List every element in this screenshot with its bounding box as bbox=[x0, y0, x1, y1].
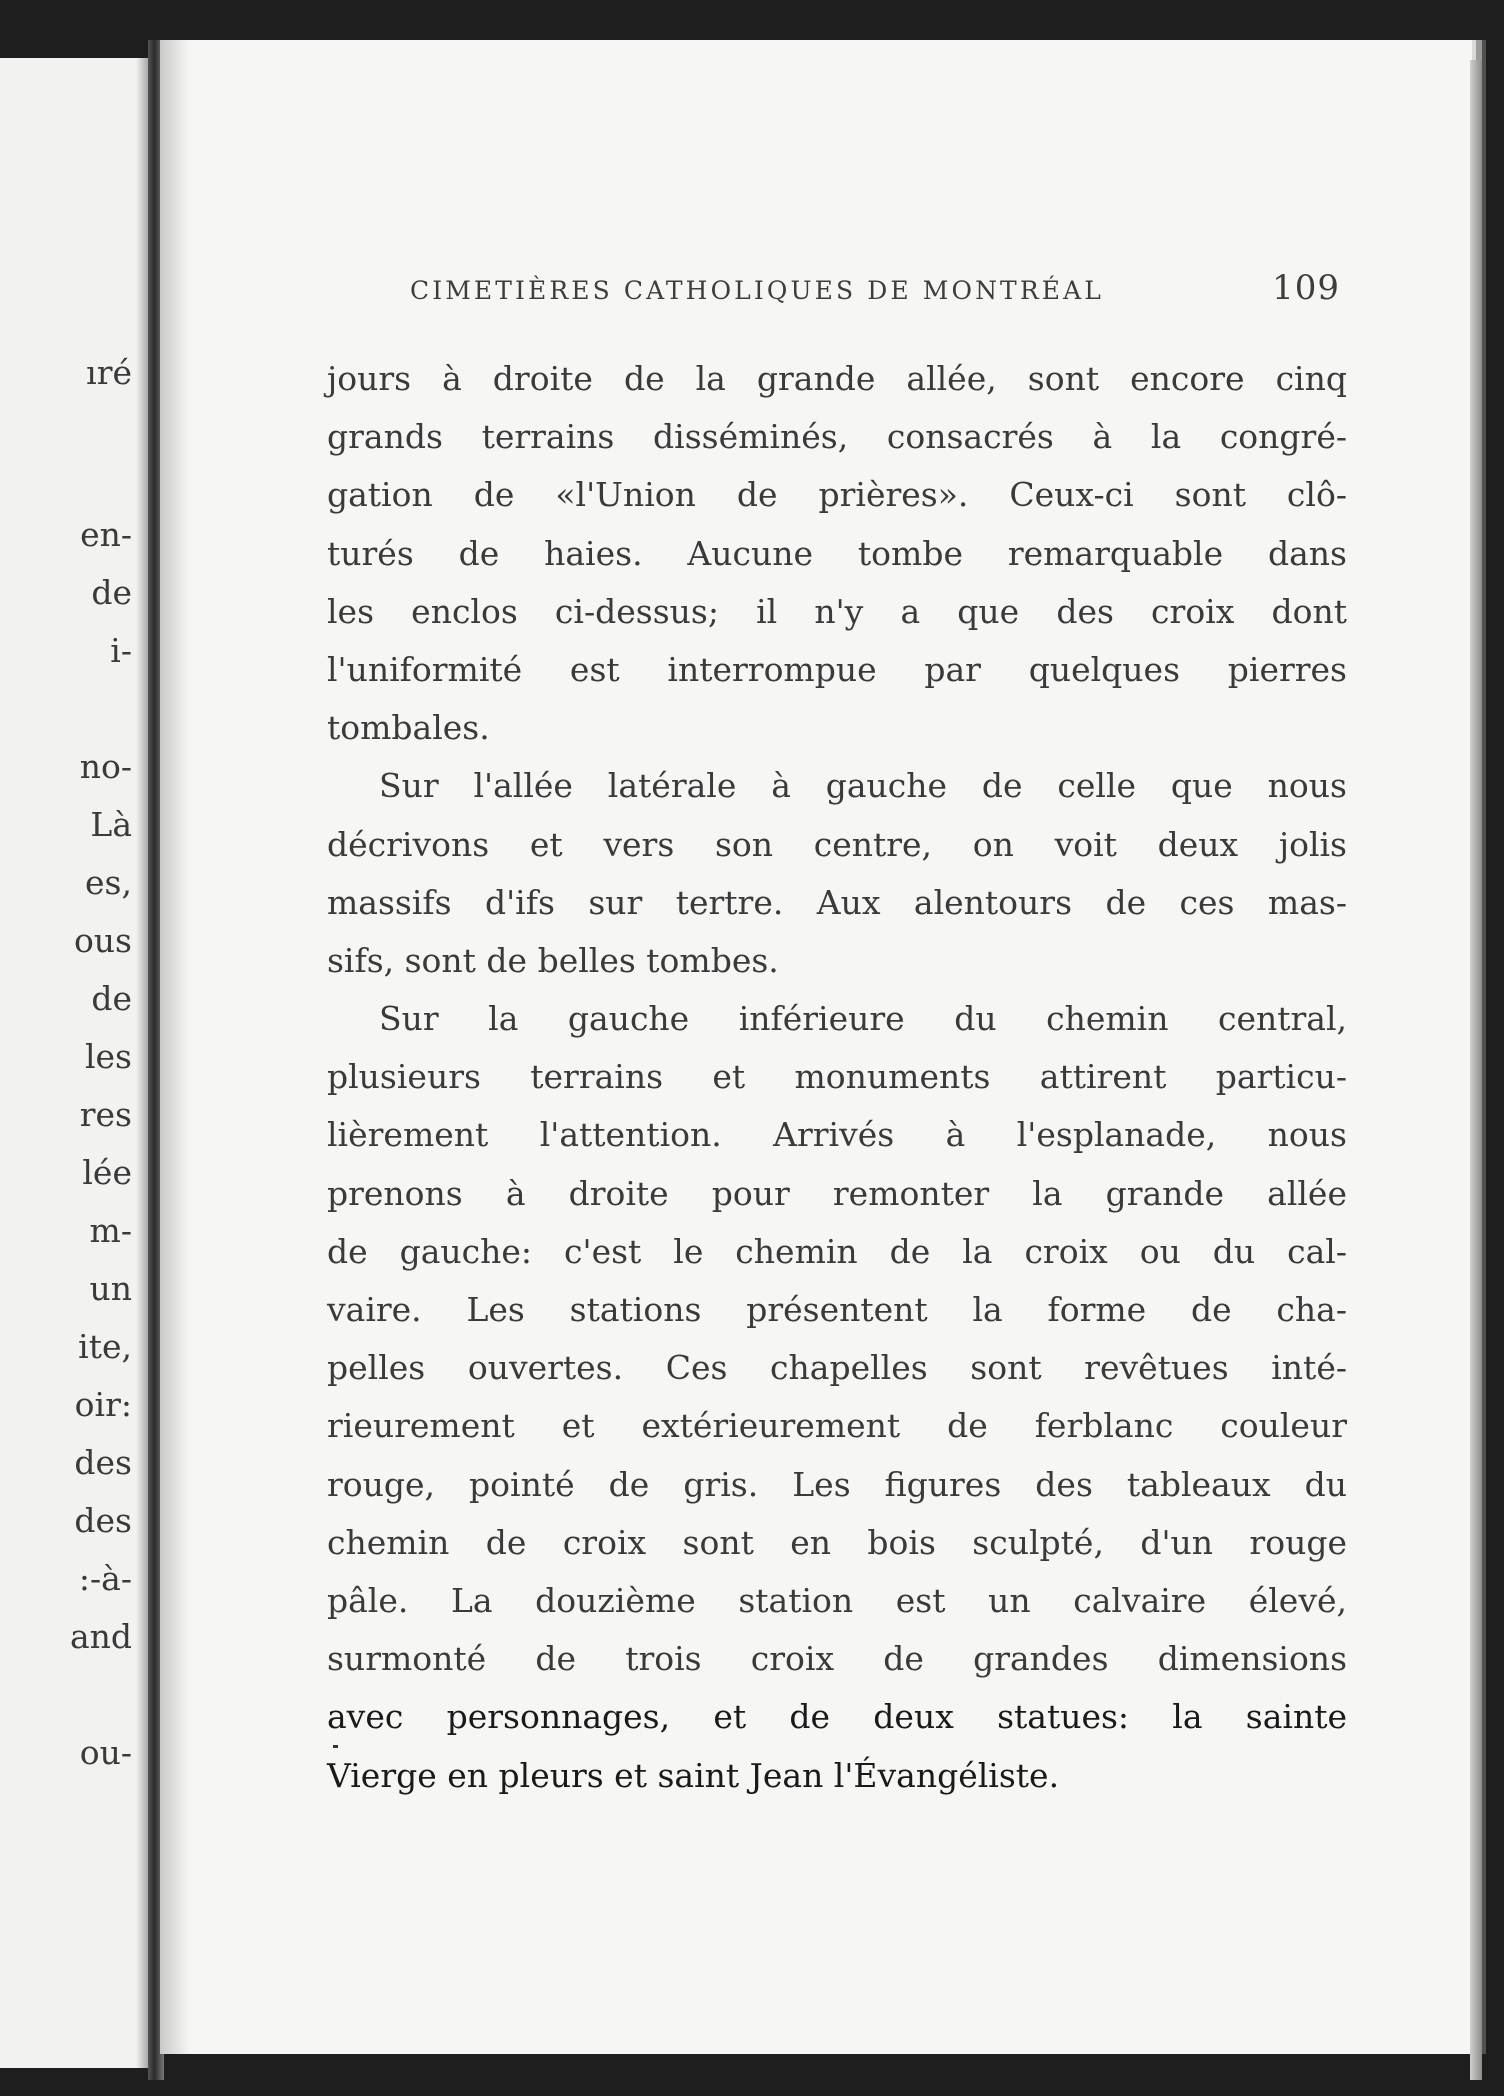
ink-speck bbox=[333, 1745, 338, 1748]
left-page-fragment: ou- bbox=[79, 1733, 132, 1772]
text-line: surmonté de trois croix de grandes dimensions bbox=[327, 1639, 1347, 1679]
text-line: rouge, pointé de gris. Les figures des tableaux du bbox=[327, 1464, 1347, 1504]
running-header bbox=[410, 268, 1340, 318]
text-line: Vierge en pleurs et saint Jean l'Évangéliste. bbox=[327, 1755, 1060, 1795]
left-page-fragment: i- bbox=[110, 631, 132, 670]
left-page-fragment: en- bbox=[80, 515, 132, 554]
right-page bbox=[160, 40, 1472, 2054]
text-line: de gauche: c'est le chemin de la croix ou du cal- bbox=[327, 1231, 1347, 1271]
body-text bbox=[327, 350, 1347, 1805]
text-line: Sur la gauche inférieure du chemin central, bbox=[379, 999, 1347, 1039]
text-line: sifs, sont de belles tombes. bbox=[327, 940, 779, 980]
text-line: avec personnages, et de deux statues: la sainte bbox=[327, 1697, 1347, 1737]
text-line: pelles ouvertes. Ces chapelles sont revêtues inté- bbox=[327, 1348, 1347, 1388]
left-page bbox=[0, 58, 150, 2068]
left-page-fragment: les bbox=[84, 1037, 132, 1076]
left-page-fragment: ite, bbox=[78, 1327, 132, 1366]
text-line: chemin de croix sont en bois sculpté, d'un rouge bbox=[327, 1522, 1347, 1562]
left-page-fragment: lée bbox=[82, 1153, 132, 1192]
left-page-fragment: Là bbox=[90, 805, 132, 844]
text-line: décrivons et vers son centre, on voit deux jolis bbox=[327, 824, 1347, 864]
text-line: turés de haies. Aucune tombe remarquable dans bbox=[327, 533, 1347, 573]
text-line: pâle. La douzième station est un calvaire élevé, bbox=[327, 1580, 1347, 1620]
left-page-fragment: des bbox=[74, 1443, 132, 1482]
left-page-fragment: ıré bbox=[86, 353, 132, 392]
text-line: plusieurs terrains et monuments attirent particu- bbox=[327, 1057, 1347, 1097]
text-line: lièrement l'attention. Arrivés à l'esplanade, nous bbox=[327, 1115, 1347, 1155]
page-stack-edge bbox=[1470, 60, 1482, 2080]
left-page-fragment: :-à- bbox=[78, 1559, 132, 1598]
left-page-fragment: es, bbox=[85, 863, 132, 902]
left-page-fragment: and bbox=[69, 1617, 132, 1656]
text-line: prenons à droite pour remonter la grande allée bbox=[327, 1173, 1347, 1213]
left-page-fragment: oir: bbox=[74, 1385, 132, 1424]
text-line: Sur l'allée latérale à gauche de celle que nous bbox=[379, 766, 1347, 806]
left-page-fragment: de bbox=[91, 573, 132, 612]
text-line: vaire. Les stations présentent la forme de cha- bbox=[327, 1290, 1347, 1329]
text-line: grands terrains disséminés, consacrés à la congré- bbox=[327, 417, 1347, 457]
left-page-fragment: ous bbox=[73, 921, 132, 960]
running-title: CIMETIÈRES CATHOLIQUES DE MONTRÉAL bbox=[410, 276, 1104, 305]
text-line: gation de «l'Union de prières». Ceux-ci sont clô- bbox=[327, 475, 1347, 515]
left-page-fragment: un bbox=[89, 1269, 132, 1308]
left-page-fragment: res bbox=[79, 1095, 132, 1134]
text-line: jours à droite de la grande allée, sont encore cinq bbox=[327, 359, 1347, 398]
text-line: les enclos ci-dessus; il n'y a que des croix dont bbox=[327, 591, 1347, 631]
page-number: 109 bbox=[1272, 268, 1340, 308]
text-line: massifs d'ifs sur tertre. Aux alentours de ces mas- bbox=[327, 882, 1347, 922]
text-line: rieurement et extérieurement de ferblanc couleur bbox=[327, 1406, 1347, 1446]
left-page-fragment: no- bbox=[79, 747, 132, 786]
text-line: l'uniformité est interrompue par quelques pierres bbox=[327, 649, 1347, 689]
page-inner-shadow bbox=[160, 40, 190, 2054]
left-page-fragment: de bbox=[91, 979, 132, 1018]
left-page-fragment: m- bbox=[89, 1211, 132, 1250]
left-page-fragment: des bbox=[74, 1501, 132, 1540]
text-line: tombales. bbox=[327, 708, 490, 748]
